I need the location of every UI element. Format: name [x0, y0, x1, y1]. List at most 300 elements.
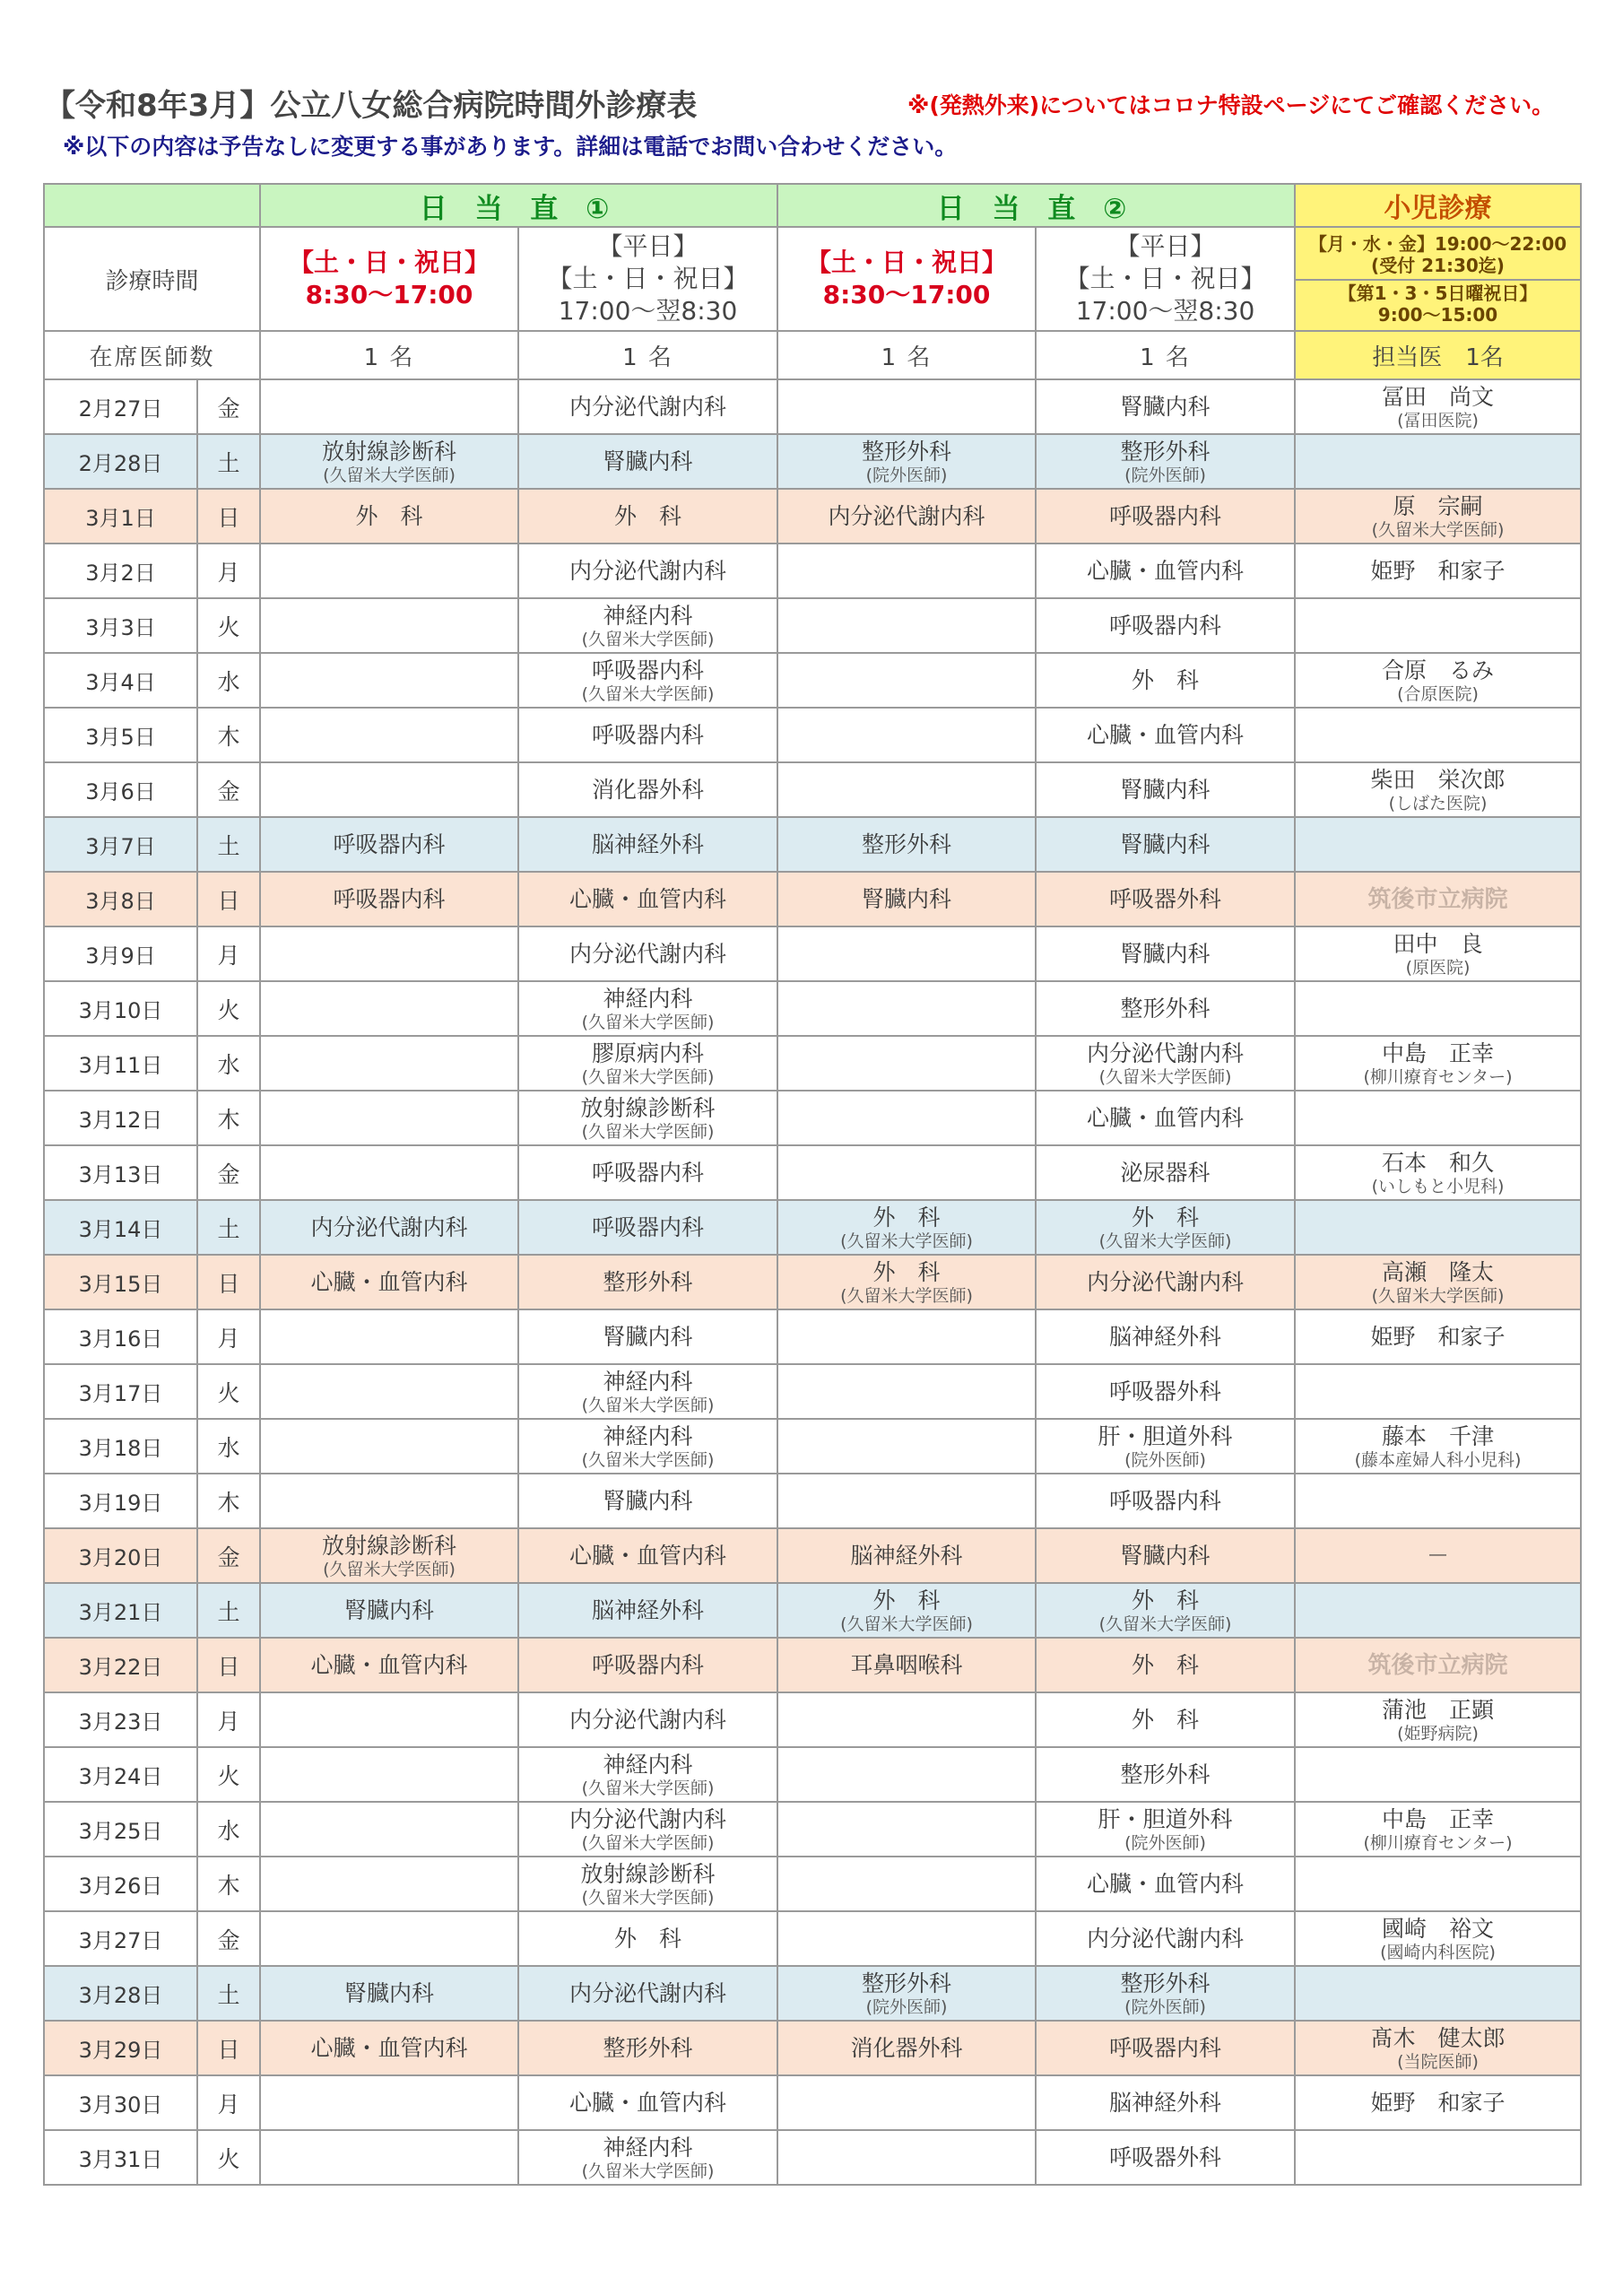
department-cell [777, 1857, 1036, 1911]
department-cell [518, 1255, 777, 1309]
department-cell [518, 1309, 777, 1364]
doctor-affiliation: (久留米大学医師) [323, 1559, 456, 1579]
clinic-name: (原医院) [1405, 957, 1471, 978]
date-cell: 3月12日 [44, 1091, 197, 1145]
department-cell [777, 598, 1036, 653]
department-cell [777, 1528, 1036, 1583]
peds-sunday-label: 【第1・3・5日曜祝日】 [1296, 279, 1580, 304]
department-cell [260, 544, 518, 598]
department-name: 放射線診断科 [580, 1094, 716, 1121]
department-name: 消化器外科 [850, 2034, 963, 2061]
pediatric-doctor-cell [1295, 489, 1581, 544]
weekday-cell: 金 [197, 1528, 260, 1583]
pediatric-doctor-cell [1295, 2130, 1581, 2185]
time-holiday-hours: 8:30〜17:00 [822, 280, 991, 309]
count-value: 1 名 [518, 331, 777, 379]
weekday-cell: 火 [197, 2130, 260, 2185]
department-cell [777, 1911, 1036, 1966]
department-name: 腎臓内科 [1120, 776, 1211, 803]
department-cell [777, 379, 1036, 434]
table-row [44, 1528, 1581, 1583]
department-cell [1036, 2130, 1295, 2185]
pediatric-doctor-cell [1295, 817, 1581, 872]
department-name: 心臓・血管内科 [1086, 557, 1244, 584]
doctor-affiliation: (久留米大学医師) [581, 629, 715, 649]
doctor-affiliation: (久留米大学医師) [581, 1121, 715, 1142]
department-cell [1036, 489, 1295, 544]
department-cell [777, 1802, 1036, 1857]
department-name: 呼吸器内科 [591, 1213, 704, 1240]
department-cell [1036, 1474, 1295, 1528]
department-name: 外 科 [613, 502, 681, 529]
table-row [44, 1857, 1581, 1911]
department-name: 脳神経外科 [1108, 1323, 1221, 1350]
department-cell [518, 379, 777, 434]
department-name: 内分泌代謝内科 [568, 1706, 726, 1733]
department-cell [1036, 1364, 1295, 1419]
doctor-name: 原 宗嗣 [1393, 492, 1483, 519]
weekday-cell: 火 [197, 981, 260, 1036]
department-cell [260, 926, 518, 981]
change-notice: ※以下の内容は予告なしに変更する事があります。詳細は電話でお問い合わせください。 [63, 134, 958, 160]
weekday-cell: 木 [197, 1474, 260, 1528]
note-prefix: ※ [907, 92, 930, 118]
department-cell [518, 2130, 777, 2185]
date-cell: 3月10日 [44, 981, 197, 1036]
weekday-cell: 土 [197, 1583, 260, 1638]
department-cell [518, 598, 777, 653]
department-name: 内分泌代謝内科 [1086, 1039, 1244, 1066]
time-duty1-night [518, 227, 777, 331]
pediatric-doctor-cell [1295, 1200, 1581, 1255]
doctor-affiliation: (久留米大学医師) [1098, 1066, 1232, 1087]
doctor-affiliation: (久留米大学医師) [1098, 1613, 1232, 1634]
doctor-affiliation: (久留米大学医師) [581, 1012, 715, 1032]
table-row [44, 379, 1581, 434]
table-row [44, 434, 1581, 489]
table-row [44, 1364, 1581, 1419]
department-name: 腎臓内科 [1120, 393, 1211, 420]
department-cell [260, 1036, 518, 1091]
department-name: 呼吸器内科 [591, 721, 704, 748]
corner-cell [44, 184, 260, 227]
department-cell [1036, 981, 1295, 1036]
department-cell [1036, 1857, 1295, 1911]
department-name: 整形外科 [861, 438, 951, 465]
department-name: 内分泌代謝内科 [828, 502, 985, 529]
department-cell [260, 2130, 518, 2185]
department-cell [518, 1638, 777, 1692]
table-row [44, 1419, 1581, 1474]
department-name: 呼吸器内科 [1108, 2034, 1221, 2061]
weekday-cell: 金 [197, 762, 260, 817]
department-cell [518, 1528, 777, 1583]
department-name: 外 科 [1131, 1651, 1199, 1678]
clinic-name: (國崎内科医院) [1380, 1942, 1496, 1962]
department-cell [260, 762, 518, 817]
date-cell: 3月9日 [44, 926, 197, 981]
department-cell [260, 1419, 518, 1474]
date-cell: 2月28日 [44, 434, 197, 489]
time-weekday-label: 【平日】 [597, 231, 699, 261]
date-cell: 3月5日 [44, 708, 197, 762]
pediatric-doctor-cell [1295, 926, 1581, 981]
department-cell [260, 1583, 518, 1638]
department-cell [1036, 1692, 1295, 1747]
department-name: 外 科 [872, 1204, 941, 1231]
doctor-name: 中島 正幸 [1381, 1805, 1494, 1832]
department-cell [777, 1419, 1036, 1474]
department-cell [1036, 1528, 1295, 1583]
department-name: 整形外科 [861, 1970, 951, 1996]
table-row [44, 1036, 1581, 1091]
department-cell [777, 489, 1036, 544]
table-row [44, 817, 1581, 872]
department-cell [260, 1145, 518, 1200]
table-row [44, 1145, 1581, 1200]
department-name: 神経内科 [603, 602, 693, 629]
pediatric-doctor-cell [1295, 379, 1581, 434]
time-holiday-hours: 8:30〜17:00 [305, 280, 473, 309]
department-cell [777, 981, 1036, 1036]
department-cell [260, 1364, 518, 1419]
pediatric-doctor-cell [1295, 1802, 1581, 1857]
count-value: 1 名 [1036, 331, 1295, 379]
weekday-cell: 木 [197, 708, 260, 762]
department-name: 外 科 [613, 1925, 681, 1952]
pediatric-doctor-cell [1295, 1583, 1581, 1638]
weekday-cell: 月 [197, 926, 260, 981]
fever-clinic-note [907, 88, 1554, 120]
department-cell [1036, 598, 1295, 653]
department-cell [1036, 1638, 1295, 1692]
department-cell [1036, 926, 1295, 981]
department-name: 放射線診断科 [580, 1860, 716, 1887]
page-title: 【令和8年3月】公立八女総合病院時間外診療表 [45, 88, 698, 124]
department-cell [1036, 817, 1295, 872]
time-night-hours: 17:00〜翌8:30 [558, 296, 738, 326]
department-cell [777, 1583, 1036, 1638]
time-pediatrics [1295, 227, 1581, 331]
department-name: 外 科 [1131, 1706, 1199, 1733]
department-cell [518, 653, 777, 708]
department-name: 神経内科 [603, 1368, 693, 1395]
department-cell [260, 1528, 518, 1583]
weekday-cell: 日 [197, 1255, 260, 1309]
weekday-cell: 土 [197, 1200, 260, 1255]
table-row [44, 489, 1581, 544]
peds-count: 担当医 1名 [1295, 331, 1581, 379]
department-cell [260, 598, 518, 653]
department-name: 心臓・血管内科 [1086, 721, 1244, 748]
weekday-cell: 水 [197, 1419, 260, 1474]
doctor-affiliation: (久留米大学医師) [581, 1887, 715, 1908]
weekday-cell: 土 [197, 1966, 260, 2021]
header-row-groups [44, 184, 1581, 227]
department-cell [777, 2075, 1036, 2130]
department-name: 内分泌代謝内科 [1086, 1268, 1244, 1295]
department-name: 心臓・血管内科 [1086, 1870, 1244, 1897]
peds-sunday-hours: 9:00〜15:00 [1377, 303, 1498, 326]
department-cell [777, 2130, 1036, 2185]
department-cell [260, 2075, 518, 2130]
doctor-name: 姫野 和家子 [1370, 2089, 1506, 2116]
department-cell [518, 981, 777, 1036]
time-holiday-label: 【土・日・祝日】 [805, 248, 1007, 277]
peds-reception-limit: (受付 21:30迄) [1371, 254, 1505, 276]
department-name: 脳神経外科 [591, 1596, 704, 1623]
department-cell [518, 817, 777, 872]
doctor-affiliation: (久留米大学医師) [1098, 1231, 1232, 1251]
department-cell [777, 1692, 1036, 1747]
doctor-name: 石本 和久 [1381, 1149, 1494, 1176]
department-cell [1036, 1802, 1295, 1857]
department-name: 整形外科 [1120, 1761, 1211, 1787]
department-name: 心臓・血管内科 [310, 2034, 468, 2061]
department-name: 内分泌代謝内科 [1086, 1925, 1244, 1952]
weekday-cell: 水 [197, 653, 260, 708]
doctor-name: 姫野 和家子 [1370, 557, 1506, 584]
department-cell [260, 434, 518, 489]
department-cell [777, 1638, 1036, 1692]
weekday-cell: 月 [197, 2075, 260, 2130]
date-cell: 3月31日 [44, 2130, 197, 2185]
department-cell [777, 1200, 1036, 1255]
weekday-cell: 金 [197, 379, 260, 434]
pediatric-doctor-cell [1295, 1145, 1581, 1200]
clinic-name: (しばた医院) [1388, 793, 1488, 813]
weekday-cell: 金 [197, 1145, 260, 1200]
doctor-name: 筑後市立病院 [1367, 885, 1508, 913]
table-row [44, 1966, 1581, 2021]
department-cell [260, 817, 518, 872]
department-cell [260, 1747, 518, 1802]
weekday-cell: 火 [197, 1364, 260, 1419]
department-cell [260, 1255, 518, 1309]
department-cell [777, 653, 1036, 708]
department-name: 脳神経外科 [850, 1542, 963, 1569]
doctor-name: 柴田 栄次郎 [1370, 766, 1506, 793]
department-name: 心臓・血管内科 [1086, 1104, 1244, 1131]
department-cell [777, 872, 1036, 926]
pediatric-doctor-cell [1295, 708, 1581, 762]
department-cell [777, 1091, 1036, 1145]
time-night-hours: 17:00〜翌8:30 [1075, 296, 1255, 326]
date-cell: 3月3日 [44, 598, 197, 653]
time-weekday-label: 【平日】 [1115, 231, 1216, 261]
department-cell [260, 1802, 518, 1857]
department-cell [260, 1091, 518, 1145]
department-cell [1036, 1419, 1295, 1474]
count-value: 1 名 [260, 331, 518, 379]
table-row [44, 1091, 1581, 1145]
department-cell [777, 1309, 1036, 1364]
department-cell [260, 1309, 518, 1364]
weekday-cell: 月 [197, 1309, 260, 1364]
department-name: 呼吸器外科 [1108, 885, 1221, 912]
department-cell [777, 544, 1036, 598]
department-cell [1036, 1583, 1295, 1638]
pediatric-doctor-cell [1295, 762, 1581, 817]
department-cell [1036, 1309, 1295, 1364]
department-cell [518, 2075, 777, 2130]
table-row [44, 2021, 1581, 2075]
date-cell: 3月8日 [44, 872, 197, 926]
weekday-cell: 日 [197, 872, 260, 926]
department-name: 内分泌代謝内科 [310, 1213, 468, 1240]
department-name: 放射線診断科 [321, 1532, 456, 1559]
pediatric-doctor-cell [1295, 1474, 1581, 1528]
department-name: 心臓・血管内科 [568, 885, 726, 912]
department-cell [777, 926, 1036, 981]
department-name: 肝・胆道外科 [1098, 1422, 1233, 1449]
department-name: 呼吸器内科 [591, 657, 704, 683]
department-cell [260, 1692, 518, 1747]
time-holiday-label: 【土・日・祝日】 [1064, 264, 1266, 293]
group-duty-1: 日 当 直 ① [260, 184, 777, 227]
date-cell: 3月14日 [44, 1200, 197, 1255]
weekday-cell: 土 [197, 817, 260, 872]
department-name: 整形外科 [603, 1268, 693, 1295]
doctor-affiliation: (久留米大学医師) [581, 1832, 715, 1853]
header-row-count [44, 331, 1581, 379]
clinic-name: (合原医院) [1397, 683, 1479, 704]
doctor-name: － [1426, 1542, 1449, 1569]
pediatric-doctor-cell [1295, 1747, 1581, 1802]
doctor-name: 藤本 千津 [1381, 1422, 1494, 1449]
count-label: 在席医師数 [44, 331, 260, 379]
department-name: 泌尿器科 [1120, 1159, 1211, 1186]
doctor-affiliation: (院外医師) [1124, 1996, 1206, 2017]
department-name: 耳鼻咽喉科 [850, 1651, 963, 1678]
department-name: 呼吸器外科 [1108, 2144, 1221, 2170]
department-name: 脳神経外科 [1108, 2089, 1221, 2116]
pediatric-doctor-cell [1295, 1692, 1581, 1747]
department-name: 腎臓内科 [603, 1487, 693, 1514]
date-cell: 3月19日 [44, 1474, 197, 1528]
group-pediatrics: 小児診療 [1295, 184, 1581, 227]
date-cell: 3月13日 [44, 1145, 197, 1200]
pediatric-doctor-cell [1295, 1638, 1581, 1692]
department-cell [260, 1857, 518, 1911]
department-name: 外 科 [1131, 666, 1199, 693]
department-cell [777, 1966, 1036, 2021]
department-cell [260, 489, 518, 544]
table-row [44, 762, 1581, 817]
weekday-cell: 日 [197, 1638, 260, 1692]
department-name: 腎臓内科 [603, 448, 693, 474]
department-cell [518, 1802, 777, 1857]
department-cell [518, 926, 777, 981]
clinic-name: (藤本産婦人科小児科) [1354, 1449, 1522, 1470]
date-cell: 3月17日 [44, 1364, 197, 1419]
date-cell: 3月27日 [44, 1911, 197, 1966]
department-name: 呼吸器内科 [591, 1651, 704, 1678]
department-cell [1036, 1200, 1295, 1255]
department-name: 呼吸器内科 [1108, 502, 1221, 529]
department-cell [518, 1911, 777, 1966]
clinic-name: (柳川療育センター) [1363, 1066, 1513, 1087]
table-row [44, 1638, 1581, 1692]
weekday-cell: 木 [197, 1091, 260, 1145]
pediatric-doctor-cell [1295, 1255, 1581, 1309]
doctor-name: 合原 るみ [1381, 657, 1494, 683]
date-cell: 3月4日 [44, 653, 197, 708]
department-cell [1036, 708, 1295, 762]
department-cell [1036, 1091, 1295, 1145]
doctor-affiliation: (久留米大学医師) [581, 2161, 715, 2181]
pediatric-doctor-cell [1295, 981, 1581, 1036]
date-cell: 3月23日 [44, 1692, 197, 1747]
department-cell [1036, 379, 1295, 434]
doctor-affiliation: (久留米大学医師) [581, 1066, 715, 1087]
department-name: 放射線診断科 [321, 438, 456, 465]
date-cell: 2月27日 [44, 379, 197, 434]
pediatric-doctor-cell [1295, 2021, 1581, 2075]
department-cell [1036, 1255, 1295, 1309]
department-cell [1036, 2075, 1295, 2130]
pediatric-doctor-cell [1295, 1309, 1581, 1364]
date-cell: 3月18日 [44, 1419, 197, 1474]
weekday-cell: 木 [197, 1857, 260, 1911]
time-duty2-night [1036, 227, 1295, 331]
time-holiday-label: 【土・日・祝日】 [288, 248, 490, 277]
doctor-name: 筑後市立病院 [1367, 1651, 1508, 1679]
department-name: 神経内科 [603, 985, 693, 1012]
table-row [44, 926, 1581, 981]
department-name: 腎臓内科 [1120, 831, 1211, 857]
table-row [44, 1692, 1581, 1747]
department-name: 整形外科 [1120, 1970, 1211, 1996]
time-duty2-day [777, 227, 1036, 331]
department-cell [777, 1255, 1036, 1309]
pediatric-doctor-cell [1295, 1966, 1581, 2021]
pediatric-doctor-cell [1295, 653, 1581, 708]
date-cell: 3月24日 [44, 1747, 197, 1802]
department-cell [518, 872, 777, 926]
department-cell [518, 1200, 777, 1255]
department-cell [518, 708, 777, 762]
department-name: 整形外科 [1120, 438, 1211, 465]
doctor-affiliation: (久留米大学医師) [840, 1285, 973, 1306]
department-name: 脳神経外科 [591, 831, 704, 857]
department-cell [777, 434, 1036, 489]
department-cell [777, 1036, 1036, 1091]
table-row [44, 2130, 1581, 2185]
department-name: 内分泌代謝内科 [568, 1805, 726, 1832]
clinic-name: (久留米大学医師) [1371, 519, 1505, 540]
department-name: 呼吸器内科 [591, 1159, 704, 1186]
department-name: 消化器外科 [591, 776, 704, 803]
doctor-affiliation: (久留米大学医師) [840, 1231, 973, 1251]
department-cell [1036, 2021, 1295, 2075]
date-cell: 3月26日 [44, 1857, 197, 1911]
table-row [44, 1802, 1581, 1857]
department-cell [1036, 1145, 1295, 1200]
date-cell: 3月30日 [44, 2075, 197, 2130]
table-row [44, 653, 1581, 708]
department-name: 内分泌代謝内科 [568, 1979, 726, 2006]
department-name: 神経内科 [603, 2134, 693, 2161]
weekday-cell: 金 [197, 1911, 260, 1966]
department-name: 心臓・血管内科 [568, 1542, 726, 1569]
department-cell [1036, 544, 1295, 598]
department-cell [260, 872, 518, 926]
note-text: (発熱外来)についてはコロナ特設ページにてご確認ください。 [929, 92, 1555, 118]
department-cell [518, 544, 777, 598]
department-cell [1036, 1036, 1295, 1091]
doctor-affiliation: (院外医師) [865, 1996, 948, 2017]
